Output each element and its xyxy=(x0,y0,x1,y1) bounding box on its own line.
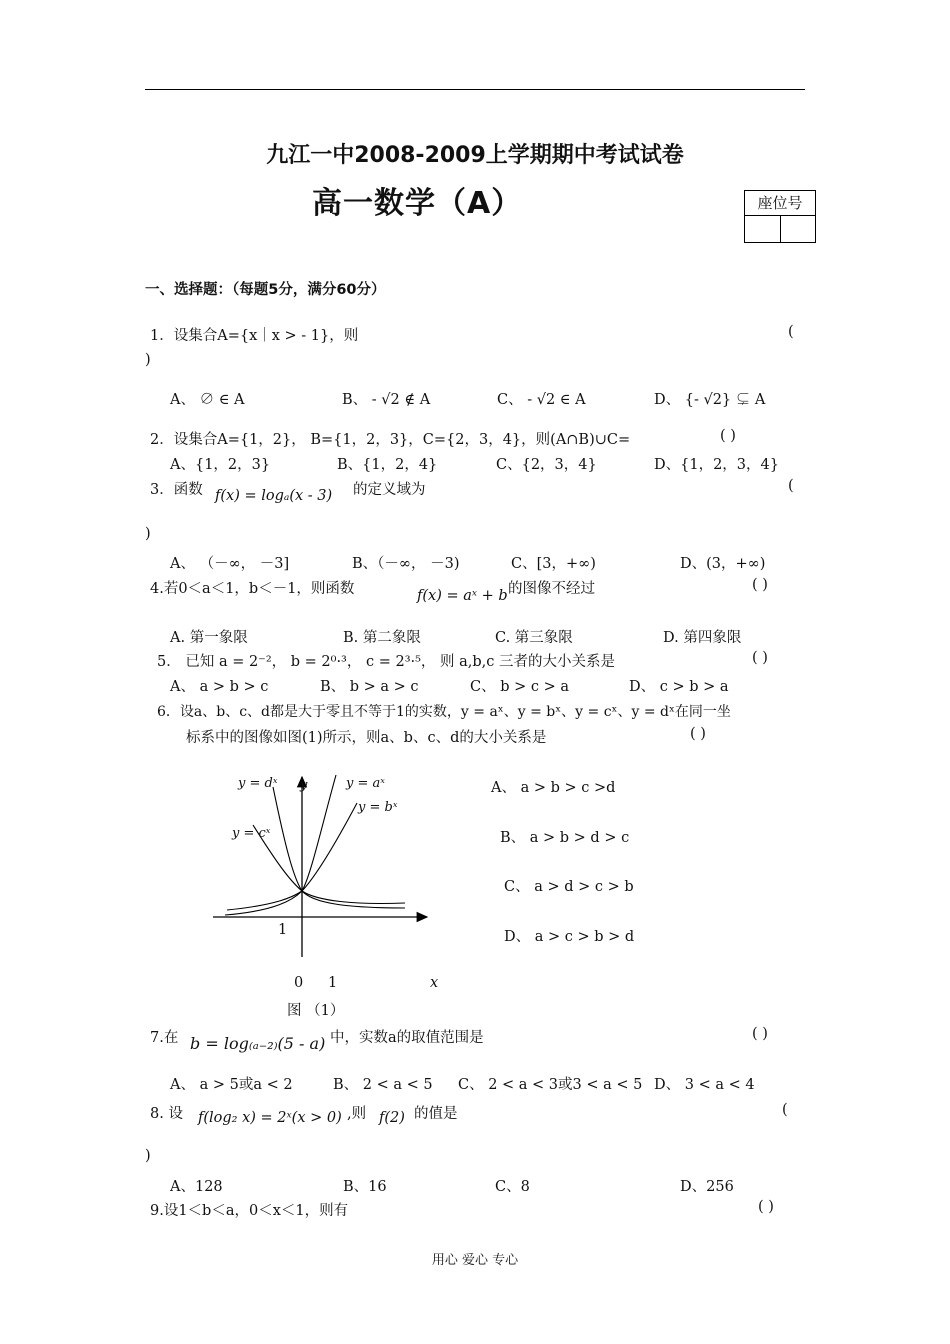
subject-title: 高一数学（A） xyxy=(312,186,523,221)
seat-label: 座位号 xyxy=(745,191,815,216)
q7-stem-post: 中，实数a的取值范围是 xyxy=(330,1030,484,1046)
q2-option-c: C、{2，3，4} xyxy=(496,457,597,473)
q5-stem: 5． 已知 a = 2⁻²， b = 2⁰·³， c = 2³·⁵， 则 a,b,c 三者的大小关系是 xyxy=(157,654,616,670)
q6-option-b: B、 a > b > d > c xyxy=(500,830,630,846)
seat-cell-1[interactable] xyxy=(745,216,780,242)
label-axis-y: y xyxy=(300,778,308,793)
q1-stem: 1．设集合A={x｜x > - 1}，则 xyxy=(150,328,359,344)
q5-option-b: B、 b > a > c xyxy=(320,679,419,695)
q8-option-d: D、256 xyxy=(680,1179,734,1195)
label-y-b: y = bˣ xyxy=(358,800,398,815)
q2-option-b: B、{1，2，4} xyxy=(337,457,438,473)
q8-formula: f(log₂ x) = 2ˣ(x > 0) xyxy=(198,1110,342,1126)
label-axis-x: x xyxy=(430,975,439,991)
q9-stem: 9.设1＜b＜a，0＜x＜1，则有 xyxy=(150,1203,349,1219)
q6-option-c: C、 a > d > c > b xyxy=(504,879,634,895)
q4-stem-pre: 4.若0＜a＜1，b＜－1，则函数 xyxy=(150,581,355,597)
q3-option-c: C、[3，+∞) xyxy=(511,556,596,572)
q3-stem-pre: 3．函数 xyxy=(150,482,203,498)
curve-d xyxy=(253,825,405,904)
label-tick-1: 1 xyxy=(278,922,288,938)
q2-option-d: D、{1，2，3，4} xyxy=(654,457,779,473)
q3-paren-open: ( xyxy=(788,478,794,494)
q3-paren-close: ) xyxy=(145,526,151,542)
q7-paren: ( ) xyxy=(752,1026,768,1042)
q8-formula-2: f(2) xyxy=(379,1110,405,1126)
q3-option-b: B、（－∞， －3) xyxy=(352,556,460,572)
q8-stem-post: 的值是 xyxy=(414,1106,458,1122)
q8-paren-open: ( xyxy=(782,1102,788,1118)
q1-option-c: C、 - √2 ∈ A xyxy=(497,392,586,408)
q3-stem-post: 的定义域为 xyxy=(353,482,426,498)
q8-option-a: A、128 xyxy=(170,1179,223,1195)
label-y-c: y = cˣ xyxy=(232,826,271,841)
q6-paren: ( ) xyxy=(690,726,706,742)
q5-paren: ( ) xyxy=(752,650,768,666)
q6-option-d: D、 a > c > b > d xyxy=(504,929,635,945)
q4-option-a: A. 第一象限 xyxy=(170,630,248,646)
q4-stem-post: 的图像不经过 xyxy=(508,581,595,597)
q8-option-c: C、8 xyxy=(495,1179,530,1195)
q5-option-d: D、 c > b > a xyxy=(629,679,729,695)
q3-formula: f(x) = logₐ(x - 3) xyxy=(215,488,333,504)
label-x-one: 1 xyxy=(328,975,338,991)
q7-formula: b = log₍ₐ₋₂₎(5 - a) xyxy=(190,1034,326,1053)
q2-option-a: A、{1，2，3} xyxy=(170,457,271,473)
q5-option-a: A、 a > b > c xyxy=(170,679,269,695)
q6-figure-graph xyxy=(205,765,445,965)
q3-option-a: A、 （－∞， －3] xyxy=(170,556,290,572)
q8-stem-pre: 8. 设 xyxy=(150,1106,183,1122)
q8-option-b: B、16 xyxy=(343,1179,387,1195)
q8-stem-mid: ,则 xyxy=(347,1106,367,1122)
q4-option-b: B. 第二象限 xyxy=(343,630,421,646)
q1-option-a: A、 ∅ ∈ A xyxy=(170,392,245,408)
q1-paren-close: ) xyxy=(145,352,151,368)
q4-option-c: C. 第三象限 xyxy=(495,630,573,646)
top-rule xyxy=(145,89,805,90)
curve-a xyxy=(225,775,336,915)
q2-paren: ( ) xyxy=(720,428,736,444)
label-origin: 0 xyxy=(294,975,304,991)
curve-b xyxy=(227,803,357,910)
q5-option-c: C、 b > c > a xyxy=(470,679,569,695)
q7-stem-pre: 7.在 xyxy=(150,1030,179,1046)
q4-paren: ( ) xyxy=(752,577,768,593)
q4-formula: f(x) = aˣ + b xyxy=(417,588,508,604)
q7-option-a: A、 a > 5或a < 2 xyxy=(170,1077,293,1093)
q9-paren: ( ) xyxy=(758,1199,774,1215)
q2-stem: 2．设集合A={1，2}， B={1，2，3}，C={2，3，4}，则(A∩B)∪C= xyxy=(150,432,631,448)
figure-caption: 图 （1） xyxy=(287,1003,345,1019)
q1-paren-open: ( xyxy=(788,324,794,340)
seat-cells xyxy=(745,216,815,242)
section-heading: 一、选择题：（每题5分，满分60分） xyxy=(145,282,386,298)
q6-stem-line2: 标系中的图像如图(1)所示，则a、b、c、d的大小关系是 xyxy=(186,730,547,746)
q8-paren-close: ) xyxy=(145,1148,151,1164)
seat-number-box xyxy=(744,190,816,243)
q7-option-d: D、 3 < a < 4 xyxy=(654,1077,755,1093)
q1-option-d: D、 {- √2} ⊊ A xyxy=(654,392,766,408)
seat-cell-2[interactable] xyxy=(780,216,816,242)
q7-option-b: B、 2 < a < 5 xyxy=(333,1077,433,1093)
page-footer: 用心 爱心 专心 xyxy=(431,1253,519,1268)
q7-option-c: C、 2 < a < 3或3 < a < 5 xyxy=(458,1077,643,1093)
school-title: 九江一中2008-2009上学期期中考试试卷 xyxy=(266,143,684,168)
label-y-a: y = aˣ xyxy=(346,776,385,791)
q3-option-d: D、(3，+∞) xyxy=(680,556,766,572)
q6-option-a: A、 a > b > c >d xyxy=(491,780,616,796)
q4-option-d: D. 第四象限 xyxy=(663,630,742,646)
q6-stem-line1: 6．设a、b、c、d都是大于零且不等于1的实数，y = aˣ、y = bˣ、y = cˣ、y = dˣ在同一坐 xyxy=(157,704,731,720)
label-y-d: y = dˣ xyxy=(238,776,278,791)
q1-option-b: B、 - √2 ∉ A xyxy=(342,392,431,408)
